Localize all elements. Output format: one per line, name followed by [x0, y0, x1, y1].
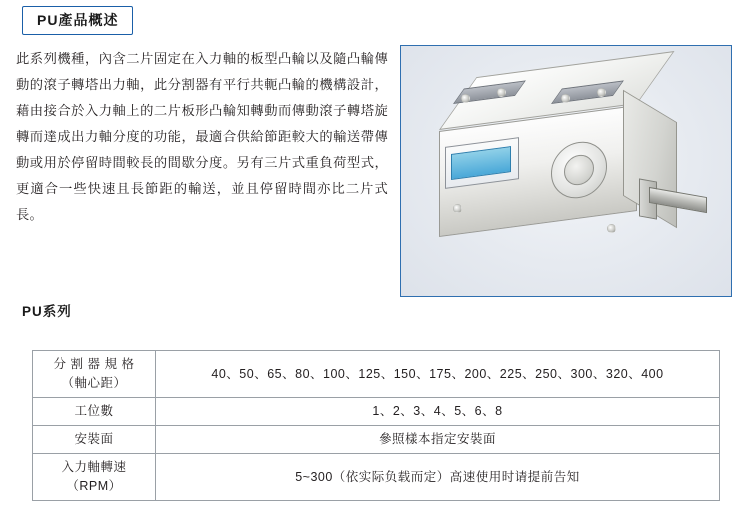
row-label-line2: （RPM） — [66, 479, 122, 493]
row-value-stations: 1、2、3、4、5、6、8 — [156, 398, 720, 426]
row-value-input-speed: 5~300（依实际负载而定）高速使用时请提前告知 — [156, 454, 720, 501]
table-row — [33, 351, 720, 398]
row-label-input-speed — [33, 454, 156, 501]
row-label-mounting: 安裝面 — [33, 426, 156, 454]
product-photo — [401, 46, 731, 296]
bolt-icon — [453, 204, 462, 213]
row-label-line2: （軸心距） — [61, 376, 127, 390]
row-label-line1: 入力軸轉速 — [61, 460, 127, 474]
product-description: 此系列機種，內含二片固定在入力軸的板型凸輪以及隨凸輪傳動的滾子轉塔出力軸，此分割器有平行共軛凸輪的機構設計，藉由接合於入力軸上的二片板形凸輪知轉動而傳動滾子轉塔旋轉而達成出力軸分度的功能，最適合供給節距較大的輸送帶傳動或用於停留時間較長的間歇分度。另有三片式重負荷型式，更適合一些快速且長節距的輸送，並且停留時間亦比二片式長。 — [16, 51, 388, 222]
table-row — [33, 426, 720, 454]
page-title-box — [22, 6, 133, 35]
page-title: PU產品概述 — [37, 12, 119, 28]
bolt-icon — [497, 88, 506, 97]
bolt-icon — [561, 94, 570, 103]
row-label-spec — [33, 351, 156, 398]
bolt-icon — [607, 224, 616, 233]
product-image-panel — [400, 45, 732, 297]
row-value-spec: 40、50、65、80、100、125、150、175、200、225、250、300、320、400 — [156, 351, 720, 398]
series-label: PU系列 — [22, 304, 72, 319]
row-label-line1: 分 割 器 規 格 — [53, 357, 135, 371]
bolt-icon — [461, 94, 470, 103]
row-value-mounting: 參照樣本指定安裝面 — [156, 426, 720, 454]
table-row — [33, 398, 720, 426]
bolt-icon — [597, 88, 606, 97]
spec-table — [32, 350, 720, 501]
row-label-stations: 工位數 — [33, 398, 156, 426]
table-row — [33, 454, 720, 501]
